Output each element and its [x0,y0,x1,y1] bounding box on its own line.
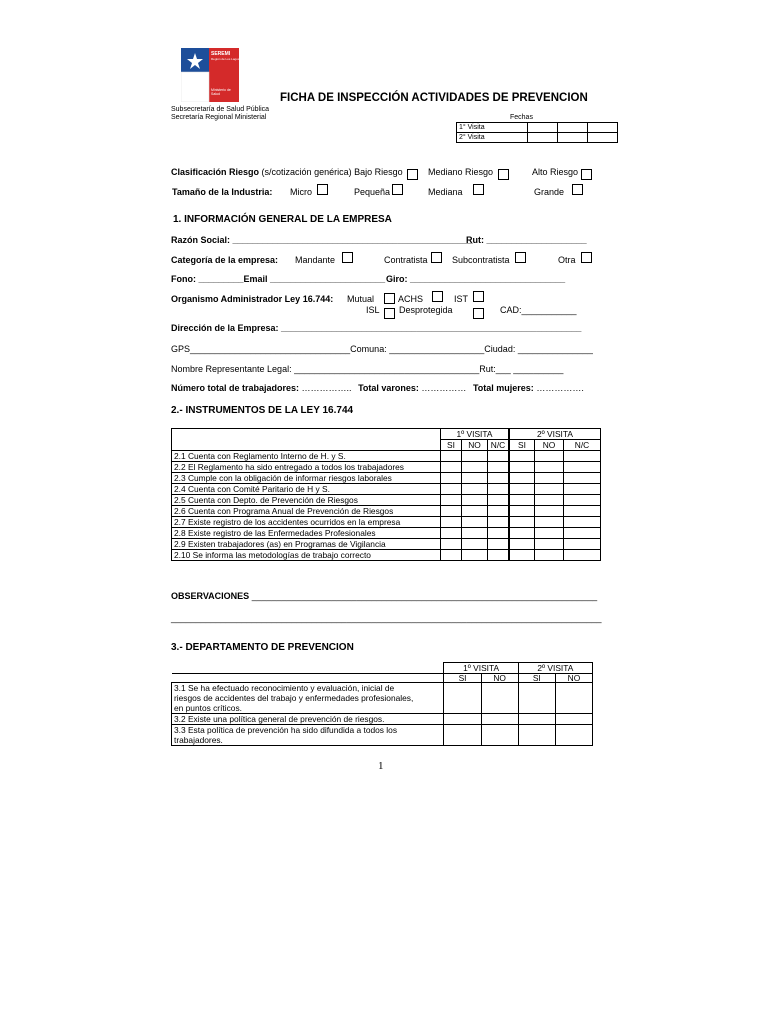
dept-row-3-3 [172,725,444,746]
mediana-label: Mediana [428,187,463,197]
instrumento-label: 2.1 Cuenta con Reglamento Interno de H. y S. [172,451,441,462]
contratista-checkbox[interactable] [431,252,442,263]
table-row [172,517,601,528]
instrumentos-table [171,428,601,561]
answer-cell[interactable] [564,473,601,484]
answer-cell[interactable] [441,495,462,506]
org-line-2: Secretaría Regional Ministerial [171,114,267,121]
answer-cell[interactable] [441,451,462,462]
answer-cell[interactable] [564,539,601,550]
ist-label: IST [454,294,469,304]
answer-cell[interactable] [488,484,510,495]
alto-riesgo-label: Alto Riesgo [532,167,579,177]
mutual-label: Mutual [347,294,375,304]
answer-cell[interactable] [444,725,481,746]
instrumento-label: 2.6 Cuenta con Programa Anual de Prevención de Riesgos [172,506,441,517]
answer-cell[interactable] [441,506,462,517]
dept-si-header: SI [518,674,555,683]
rut-text: Rut: ____________________ [466,235,587,245]
observaciones-line-2[interactable]: ______________________________________________________________________________________ [171,613,602,623]
answer-cell[interactable] [535,495,564,506]
pequena-checkbox[interactable] [392,184,403,195]
answer-cell[interactable] [509,484,535,495]
answer-cell[interactable] [441,473,462,484]
org-line-1: Subsecretaría de Salud Pública [171,106,270,113]
answer-cell[interactable] [509,506,535,517]
answer-cell[interactable] [481,714,518,725]
clasificacion-note: (s/cotización genérica) [261,167,352,177]
answer-cell[interactable] [462,495,488,506]
si-header: SI [509,440,535,451]
otra-label: Otra [558,255,576,265]
answer-cell[interactable] [462,517,488,528]
fecha-2-c[interactable] [588,133,618,143]
fecha-1-a[interactable] [528,123,558,133]
answer-cell[interactable] [488,506,510,517]
table-row [172,528,601,539]
instrumento-label: 2.7 Existe registro de los accidentes ocurridos en la empresa [172,517,441,528]
dept-visit-2-header: 2º VISITA [518,663,592,674]
answer-cell[interactable] [462,550,488,561]
answer-cell[interactable] [509,517,535,528]
answer-cell[interactable] [509,451,535,462]
answer-cell[interactable] [462,506,488,517]
fechas-label: Fechas [510,114,533,121]
section-1-title: 1. INFORMACIÓN GENERAL DE LA EMPRESA [173,214,392,225]
logo-top-text: SEREMI [211,51,231,57]
answer-cell[interactable] [564,506,601,517]
observaciones-row [171,591,597,601]
answer-cell[interactable] [509,473,535,484]
answer-cell[interactable] [535,517,564,528]
si-header: SI [441,440,462,451]
tamano-label: Tamaño de la Industria: [172,187,273,197]
answer-cell[interactable] [444,683,481,714]
direccion-field[interactable]: Dirección de la Empresa: ____________________________________________________________ [171,323,582,333]
logo-sub-text: Región de Los Lagos [211,57,240,61]
instrumento-label: 2.2 El Reglamento ha sido entregado a todos los trabajadores [172,462,441,473]
ist-checkbox[interactable] [473,291,484,302]
table-row [172,495,601,506]
dept-row-3-1-line-3: en puntos críticos. [174,703,242,713]
alto-riesgo-checkbox[interactable] [581,169,592,180]
answer-cell[interactable] [488,462,510,473]
mandante-checkbox[interactable] [342,252,353,263]
dept-si-header: SI [444,674,481,683]
total-varones-label: Total varones: [358,383,419,393]
representante-field[interactable]: Nombre Representante Legal: _____________________________________Rut:___ __________ [171,364,564,374]
answer-cell[interactable] [488,539,510,550]
instrumento-label: 2.8 Existe registro de las Enfermedades Profesionales [172,528,441,539]
observaciones-line-1[interactable]: _____________________________________________________________________ [251,591,598,601]
table-row [172,539,601,550]
answer-cell[interactable] [462,473,488,484]
rut-field[interactable] [466,235,587,245]
dept-row-3-3-line-1: 3.3 Esta política de prevención ha sido difundida a todos los [174,725,398,735]
total-trabajadores-value[interactable]: …………….. [299,383,352,393]
answer-cell[interactable] [444,714,481,725]
answer-cell[interactable] [481,725,518,746]
desprotegida-checkbox[interactable] [473,308,484,319]
clasificacion-row [171,167,403,177]
bajo-riesgo-label: Bajo Riesgo [354,167,403,177]
answer-cell[interactable] [441,462,462,473]
fecha-1-b[interactable] [558,123,588,133]
dept-no-header: NO [555,674,592,683]
fecha-1-c[interactable] [588,123,618,133]
grande-label: Grande [534,187,565,197]
total-mujeres-value[interactable]: ……………. [533,383,584,393]
instrumento-label: 2.9 Existen trabajadores (as) en Programas de Vigilancia [172,539,441,550]
fono-email-field[interactable]: Fono: _________Email _______________________ [171,274,386,284]
answer-cell[interactable] [535,462,564,473]
answer-cell[interactable] [535,550,564,561]
micro-checkbox[interactable] [317,184,328,195]
answer-cell[interactable] [488,528,510,539]
desprotegida-label: Desprotegida [399,305,453,315]
section-3-title: 3.- DEPARTAMENTO DE PREVENCION [171,642,354,653]
otra-checkbox[interactable] [581,252,592,263]
answer-cell[interactable] [535,484,564,495]
seremi-logo [181,48,241,102]
visit-1-header: 1º VISITA [441,429,510,440]
dept-row-3-3-line-2: trabajadores. [174,735,223,745]
clasificacion-label: Clasificación Riesgo [171,167,260,177]
page-title: FICHA DE INSPECCIÓN ACTIVIDADES DE PREVENCION [280,92,588,104]
fecha-2-b[interactable] [558,133,588,143]
instrumento-label: 2.10 Se informa las metodologías de trabajo correcto [172,550,441,561]
answer-cell[interactable] [555,683,592,714]
answer-cell[interactable] [488,495,510,506]
dept-row-3-1-line-2: riesgos de accidentes del trabajo y enfermedades profesionales, [174,693,414,703]
answer-cell[interactable] [441,528,462,539]
micro-label: Micro [290,187,312,197]
razon-social-field[interactable] [171,235,473,245]
answer-cell[interactable] [564,517,601,528]
departamento-table [171,662,593,746]
razon-social-text: Razón Social: ________________________________________________ [171,235,473,245]
table-row [172,484,601,495]
page-number: 1 [378,760,384,772]
answer-cell[interactable] [564,495,601,506]
answer-cell[interactable] [555,725,592,746]
answer-cell[interactable] [564,462,601,473]
answer-cell[interactable] [509,462,535,473]
dept-header-blank [172,663,444,674]
mutual-checkbox[interactable] [384,293,395,304]
answer-cell[interactable] [509,495,535,506]
dept-no-header: NO [481,674,518,683]
grande-checkbox[interactable] [572,184,583,195]
table-row [172,550,601,561]
mediana-checkbox[interactable] [473,184,484,195]
answer-cell[interactable] [441,539,462,550]
categoria-label: Categoría de la empresa: [171,255,279,265]
answer-cell[interactable] [462,462,488,473]
answer-cell[interactable] [564,451,601,462]
instrumento-label: 2.5 Cuenta con Depto. de Prevención de Riesgos [172,495,441,506]
mediano-riesgo-checkbox[interactable] [498,169,509,180]
answer-cell[interactable] [488,473,510,484]
contratista-label: Contratista [384,255,428,265]
answer-cell[interactable] [441,484,462,495]
organismo-label: Organismo Administrador Ley 16.744: [171,294,334,304]
mandante-label: Mandante [295,255,336,265]
isl-label: ISL [366,305,380,315]
isl-checkbox[interactable] [384,308,395,319]
instrumentos-header-blank [172,429,441,451]
nc-header: N/C [564,440,601,451]
answer-cell[interactable] [535,473,564,484]
answer-cell[interactable] [535,528,564,539]
totales-row [171,383,584,393]
table-row [172,473,601,484]
dept-row-3-2: 3.2 Existe una política general de prevención de riesgos. [172,714,444,725]
answer-cell[interactable] [488,550,510,561]
giro-field[interactable]: Giro: _______________________________ [386,274,566,284]
answer-cell[interactable] [509,550,535,561]
dept-row-3-1 [172,683,444,714]
answer-cell[interactable] [462,539,488,550]
answer-cell[interactable] [509,539,535,550]
visit-2-label: 2° Visita [457,133,528,143]
cad-field[interactable]: CAD:___________ [500,305,577,315]
bajo-riesgo-checkbox[interactable] [407,169,418,180]
table-row [172,506,601,517]
answer-cell[interactable] [564,550,601,561]
achs-checkbox[interactable] [432,291,443,302]
answer-cell[interactable] [555,714,592,725]
total-varones-value[interactable]: …………… [418,383,467,393]
answer-cell[interactable] [518,725,555,746]
total-trabajadores-label: Número total de trabajadores: [171,383,300,393]
visit-2-header: 2º VISITA [509,429,601,440]
answer-cell[interactable] [518,714,555,725]
answer-cell[interactable] [535,539,564,550]
instrumento-label: 2.3 Cumple con la obligación de informar riesgos laborales [172,473,441,484]
pequena-label: Pequeña [354,187,391,197]
answer-cell[interactable] [564,484,601,495]
fechas-table [456,122,618,143]
observaciones-label: OBSERVACIONES [171,591,250,601]
table-row [172,451,601,462]
answer-cell[interactable] [518,683,555,714]
dept-header-spacer [172,674,444,683]
answer-cell[interactable] [441,550,462,561]
no-header: NO [535,440,564,451]
nc-header: N/C [488,440,510,451]
no-header: NO [462,440,488,451]
answer-cell[interactable] [462,528,488,539]
subcontratista-checkbox[interactable] [515,252,526,263]
visit-1-label: 1° Visita [457,123,528,133]
section-2-title: 2.- INSTRUMENTOS DE LA LEY 16.744 [171,405,354,416]
answer-cell[interactable] [488,451,510,462]
total-mujeres-label: Total mujeres: [472,383,534,393]
answer-cell[interactable] [564,528,601,539]
answer-cell[interactable] [481,683,518,714]
answer-cell[interactable] [462,451,488,462]
answer-cell[interactable] [509,528,535,539]
logo-ministry-text: Ministerio de Salud [211,88,231,96]
answer-cell[interactable] [535,451,564,462]
answer-cell[interactable] [462,484,488,495]
subcontratista-label: Subcontratista [452,255,510,265]
answer-cell[interactable] [535,506,564,517]
answer-cell[interactable] [441,517,462,528]
table-row [172,462,601,473]
achs-label: ACHS [398,294,424,304]
fecha-2-a[interactable] [528,133,558,143]
instrumento-label: 2.4 Cuenta con Comité Paritario de H y S. [172,484,441,495]
dept-visit-1-header: 1º VISITA [444,663,518,674]
mediano-riesgo-label: Mediano Riesgo [428,167,494,177]
gps-comuna-ciudad-field[interactable]: GPS________________________________Comuna: ___________________Ciudad: _______________ [171,344,593,354]
answer-cell[interactable] [488,517,510,528]
dept-row-3-1-line-1: 3.1 Se ha efectuado reconocimiento y evaluación, inicial de [174,683,395,693]
